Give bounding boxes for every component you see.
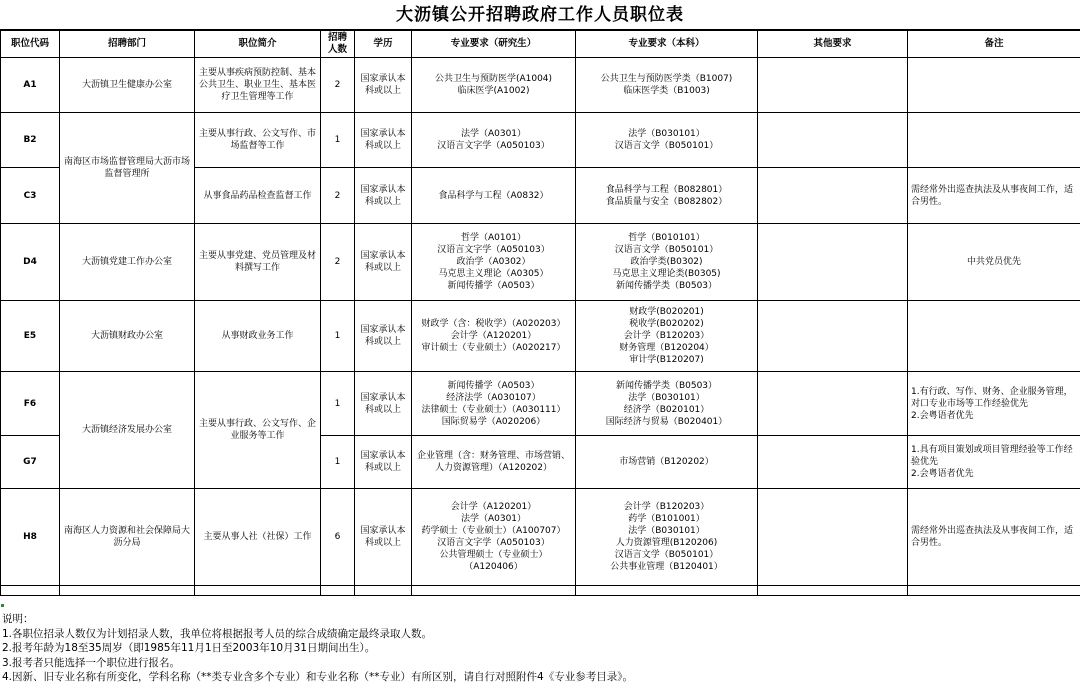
dept-cell: 大沥镇卫生健康办公室 (60, 58, 195, 113)
position-code: B2 (1, 113, 60, 168)
note-line: 3.报考者只能选择一个职位进行报名。 (2, 656, 181, 669)
grad-cell: 公共卫生与预防医学(A1004) 临床医学(A1002) (412, 58, 576, 113)
edu-cell: 国家承认本科或以上 (355, 58, 412, 113)
table-row (1, 301, 1080, 372)
header-code: 职位代码 (1, 31, 60, 58)
grad-cell: 食品科学与工程（A0832） (412, 168, 576, 224)
notes-heading: 说明： (2, 613, 34, 625)
note-cell: 1.具有项目策划或项目管理经验等工作经验优先 2.会粤语者优先 (908, 436, 1080, 489)
desc-cell: 主要从事行政、公文写作、企业服务等工作 (195, 372, 321, 489)
table-row (1, 224, 1080, 301)
dept-cell: 南海区市场监督管理局大沥市场监督管理所 (60, 113, 195, 224)
note-cell (908, 301, 1080, 372)
other-cell (758, 372, 908, 436)
header-dept: 招聘部门 (60, 31, 195, 58)
positions-table (0, 30, 1080, 596)
desc-cell: 主要从事人社（社保）工作 (195, 489, 321, 586)
note-cell: 需经常外出巡查执法及从事夜间工作，适合男性。 (908, 489, 1080, 586)
count-cell: 1 (321, 113, 355, 168)
other-cell (758, 224, 908, 301)
header-grad: 专业要求（研究生） (412, 31, 576, 58)
other-cell (758, 113, 908, 168)
edu-cell: 国家承认本科或以上 (355, 301, 412, 372)
table-row (1, 372, 1080, 436)
position-code: C3 (1, 168, 60, 224)
other-cell (758, 436, 908, 489)
table-row (1, 113, 1080, 168)
count-cell: 1 (321, 436, 355, 489)
other-cell (758, 58, 908, 113)
position-code: F6 (1, 372, 60, 436)
grad-cell: 新闻传播学（A0503） 经济法学（A030107） 法律硕士（专业硕士）（A030111） 国际贸易学（A020206） (412, 372, 576, 436)
ug-cell: 会计学（B120203） 药学（B101001） 法学（B030101） 人力资源管理(B120206) 汉语言文学（B050101） 公共事业管理（B120401） (576, 489, 758, 586)
edu-cell: 国家承认本科或以上 (355, 168, 412, 224)
ug-cell: 公共卫生与预防医学类（B1007) 临床医学类（B1003) (576, 58, 758, 113)
other-cell (758, 489, 908, 586)
empty-row (1, 586, 1080, 596)
note-cell: 需经常外出巡查执法及从事夜间工作，适合男性。 (908, 168, 1080, 224)
note-line: 2.报考年龄为18至35周岁（即1985年11月1日至2003年10月31日期间出生）。 (2, 642, 376, 654)
dept-cell: 大沥镇财政办公室 (60, 301, 195, 372)
ug-cell: 新闻传播学类（B0503） 法学（B030101） 经济学（B020101） 国际经济与贸易（B020401） (576, 372, 758, 436)
note-cell: 1.有行政、写作、财务、企业服务管理，对口专业市场等工作经验优先 2.会粤语者优先 (908, 372, 1080, 436)
desc-cell: 从事财政业务工作 (195, 301, 321, 372)
note-line: 4.因新、旧专业名称有所变化，学科名称（**类专业含多个专业）和专业名称（**专业）有所区别，请自行对照附件4《专业参考目录》。 (2, 671, 633, 683)
note-cell (908, 113, 1080, 168)
note-cell (908, 58, 1080, 113)
notes-section (2, 612, 1072, 685)
ug-cell: 哲学（B010101） 汉语言文学（B050101） 政治学类(B0302) 马克思主义理论类(B0305) 新闻传播学类（B0503） (576, 224, 758, 301)
grad-cell: 会计学（A120201） 法学（A0301） 药学硕士（专业硕士）（A100707） 汉语言文字学（A050103） 公共管理硕士（专业硕士） （A120406） (412, 489, 576, 586)
ug-cell: 财政学(B020201) 税收学(B020202) 会计学（B120203） 财务管理（B120204） 审计学(B120207) (576, 301, 758, 372)
table-row (1, 489, 1080, 586)
grad-cell: 企业管理（含：财务管理、市场营销、人力资源管理）（A120202） (412, 436, 576, 489)
grad-cell: 法学（A0301） 汉语言文字学（A050103） (412, 113, 576, 168)
count-cell: 2 (321, 224, 355, 301)
ug-cell: 市场营销（B120202） (576, 436, 758, 489)
other-cell (758, 301, 908, 372)
header-note: 备注 (908, 31, 1080, 58)
ug-cell: 食品科学与工程（B082801） 食品质量与安全（B082802） (576, 168, 758, 224)
header-ug: 专业要求（本科） (576, 31, 758, 58)
edu-cell: 国家承认本科或以上 (355, 113, 412, 168)
desc-cell: 主要从事疾病预防控制、基本公共卫生、职业卫生、基本医疗卫生管理等工作 (195, 58, 321, 113)
position-code: H8 (1, 489, 60, 586)
table-row (1, 58, 1080, 113)
count-cell: 2 (321, 168, 355, 224)
note-line: 1.各职位招录人数仅为计划招录人数，我单位将根据报考人员的综合成绩确定最终录取人数。 (2, 627, 433, 640)
count-cell: 6 (321, 489, 355, 586)
desc-cell: 主要从事党建、党员管理及材料撰写工作 (195, 224, 321, 301)
header-row (1, 31, 1080, 58)
count-cell: 1 (321, 301, 355, 372)
edu-cell: 国家承认本科或以上 (355, 372, 412, 436)
edu-cell: 国家承认本科或以上 (355, 224, 412, 301)
header-other: 其他要求 (758, 31, 908, 58)
grad-cell: 财政学（含：税收学）（A020203） 会计学（A120201） 审计硕士（专业硕士）（A020217） (412, 301, 576, 372)
edu-cell: 国家承认本科或以上 (355, 489, 412, 586)
desc-cell: 从事食品药品检查监督工作 (195, 168, 321, 224)
position-code: D4 (1, 224, 60, 301)
ug-cell: 法学（B030101） 汉语言文学（B050101） (576, 113, 758, 168)
dept-cell: 大沥镇党建工作办公室 (60, 224, 195, 301)
table-title: 大沥镇公开招聘政府工作人员职位表 (0, 0, 1080, 30)
grad-cell: 哲学（A0101） 汉语言文字学（A050103） 政治学（A0302） 马克思主义理论（A0305） 新闻传播学（A0503） (412, 224, 576, 301)
cell-marker (1, 604, 4, 607)
position-code: A1 (1, 58, 60, 113)
count-cell: 1 (321, 372, 355, 436)
count-cell: 2 (321, 58, 355, 113)
dept-cell: 大沥镇经济发展办公室 (60, 372, 195, 489)
header-count: 招聘人数 (321, 31, 355, 58)
other-cell (758, 168, 908, 224)
dept-cell: 南海区人力资源和社会保障局大沥分局 (60, 489, 195, 586)
position-code: G7 (1, 436, 60, 489)
header-edu: 学历 (355, 31, 412, 58)
edu-cell: 国家承认本科或以上 (355, 436, 412, 489)
desc-cell: 主要从事行政、公文写作、市场监督等工作 (195, 113, 321, 168)
note-cell: 中共党员优先 (908, 224, 1080, 301)
position-code: E5 (1, 301, 60, 372)
header-desc: 职位简介 (195, 31, 321, 58)
